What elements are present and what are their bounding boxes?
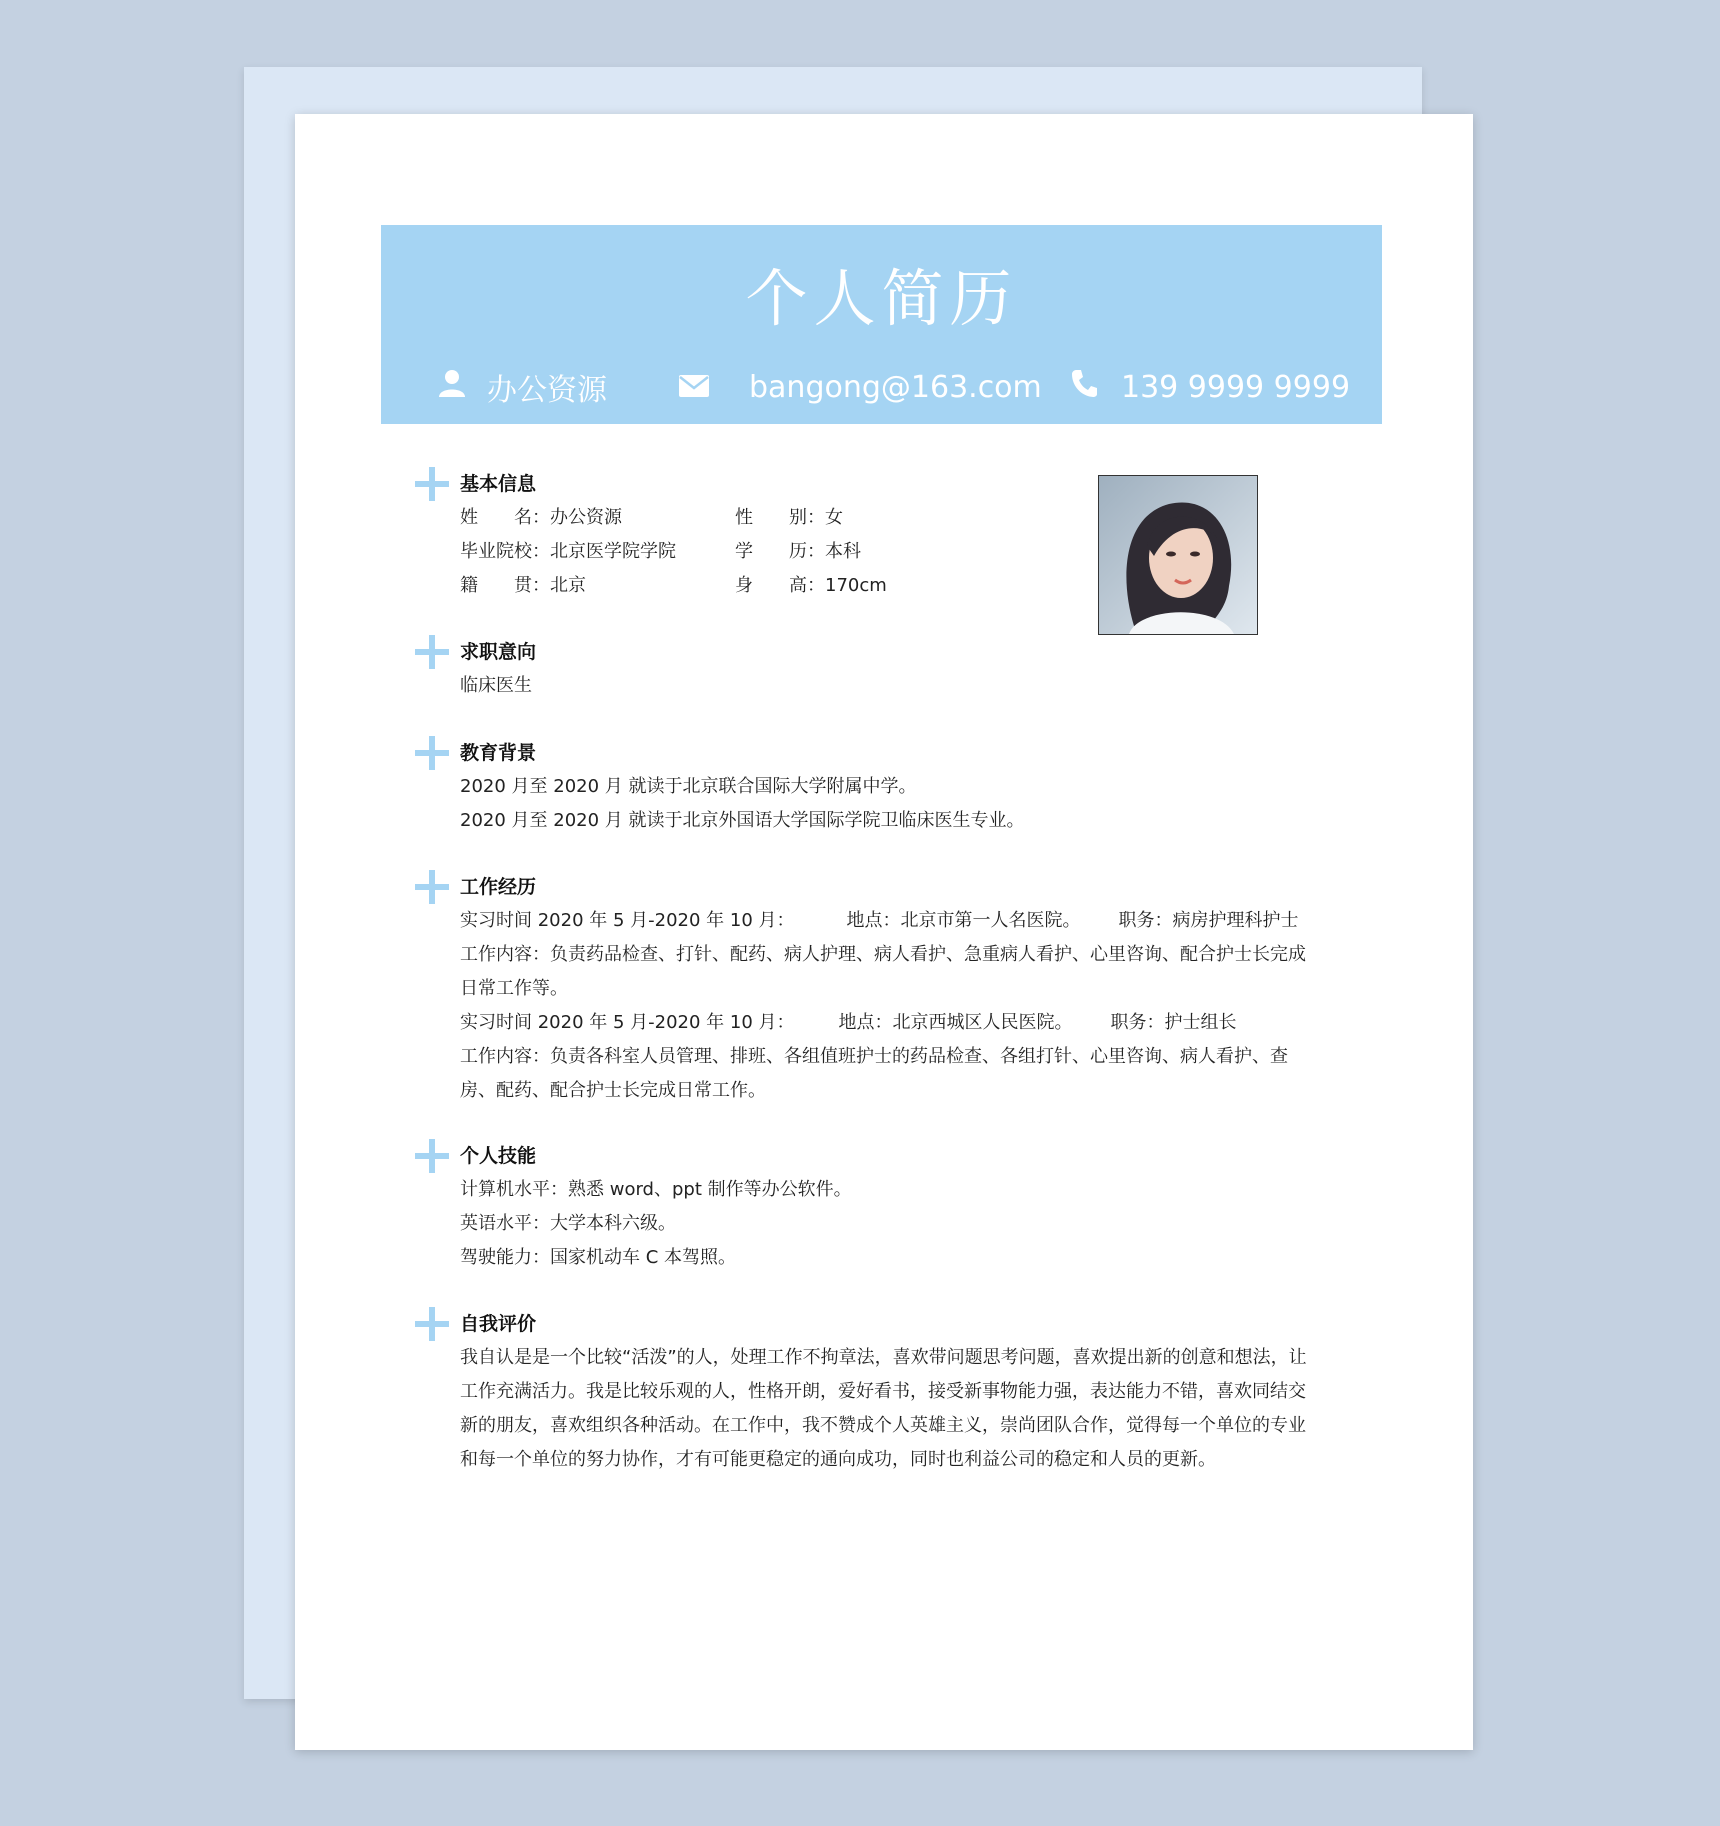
plus-icon (415, 870, 449, 904)
job-role: 职务：护士组长 (1110, 1012, 1237, 1033)
skill-item: 英语水平：大学本科六级。 (460, 1213, 676, 1234)
section-title: 基本信息 (460, 473, 537, 495)
info-value: 170cm (825, 575, 887, 596)
info-pair (735, 535, 861, 569)
phone-text[interactable]: 139 9999 9999 (1121, 369, 1351, 405)
resume-title: 个人简历 (745, 262, 1018, 335)
plus-icon (415, 467, 449, 501)
job-header (460, 1006, 1315, 1040)
info-pair (735, 569, 887, 603)
user-icon (439, 369, 465, 405)
info-label: 籍 贯： (460, 575, 550, 596)
section-objective (415, 635, 1315, 703)
contact-email (679, 367, 1042, 407)
section-header (415, 635, 1315, 669)
plus-icon (415, 1307, 449, 1341)
info-value: 办公资源 (550, 507, 622, 528)
section-title: 工作经历 (460, 876, 537, 898)
mail-icon (679, 370, 709, 405)
job-content: 工作内容：负责各科室人员管理、排班、各组值班护士的药品检查、各组打针、心里咨询、病人看护、查房、配药、配合护士长完成日常工作。 (460, 1046, 1288, 1101)
section-title: 自我评价 (460, 1313, 537, 1335)
education-item: 2020 月至 2020 月 就读于北京外国语大学国际学院卫临床医生专业。 (460, 810, 1025, 831)
job-time: 实习时间 2020 年 5 月-2020 年 10 月： (460, 910, 795, 931)
section-title: 教育背景 (460, 742, 537, 764)
info-label: 毕业院校： (460, 541, 550, 562)
job-place: 地点：北京市第一人名医院。 (846, 910, 1081, 931)
phone-icon (1071, 369, 1097, 405)
info-pair (735, 501, 843, 535)
skill-item: 驾驶能力：国家机动车 C 本驾照。 (460, 1247, 737, 1268)
info-label: 姓 名： (460, 507, 550, 528)
plus-icon (415, 736, 449, 770)
resume-header (381, 225, 1382, 424)
name-text: 办公资源 (487, 373, 607, 408)
section-title: 求职意向 (460, 641, 537, 663)
job-header (460, 904, 1315, 938)
plus-icon (415, 1139, 449, 1173)
objective-value: 临床医生 (460, 675, 532, 696)
job-role: 职务：病房护理科护士 (1118, 910, 1299, 931)
info-label: 学 历： (735, 541, 825, 562)
section-header (415, 870, 1315, 904)
section-title: 个人技能 (460, 1145, 537, 1167)
section-skills (415, 1139, 1315, 1275)
info-value: 北京医学院学院 (550, 541, 676, 562)
section-header (415, 1307, 1315, 1341)
info-label: 性 别： (735, 507, 825, 528)
self-evaluation-text: 我自认是是一个比较“活泼”的人，处理工作不拘章法，喜欢带问题思考问题，喜欢提出新的创意和想法，让工作充满活力。我是比较乐观的人，性格开朗，爱好看书，接受新事物能力强，表达能力不错，喜欢同结交新的朋友，喜欢组织各种活动。在工作中，我不赞成个人英雄主义，崇尚团队合作，觉得每一个单位的专业和每一个单位的努力协作，才有可能更稳定的通向成功，同时也利益公司的稳定和人员的更新。 (460, 1347, 1307, 1470)
email-text[interactable]: bangong@163.com (749, 369, 1042, 405)
contact-phone (1071, 367, 1350, 407)
resume-page (295, 114, 1473, 1750)
info-label: 身 高： (735, 575, 825, 596)
info-value: 女 (825, 507, 843, 528)
plus-icon (415, 635, 449, 669)
job-time: 实习时间 2020 年 5 月-2020 年 10 月： (460, 1012, 795, 1033)
education-item: 2020 月至 2020 月 就读于北京联合国际大学附属中学。 (460, 776, 917, 797)
section-self-evaluation (415, 1307, 1315, 1477)
section-header (415, 1139, 1315, 1173)
contact-name (439, 367, 607, 407)
info-value: 本科 (825, 541, 861, 562)
info-value: 北京 (550, 575, 586, 596)
section-header (415, 736, 1315, 770)
skill-item: 计算机水平：熟悉 word、ppt 制作等办公软件。 (460, 1179, 852, 1200)
job-place: 地点：北京西城区人民医院。 (838, 1012, 1073, 1033)
section-education (415, 736, 1315, 838)
job-content: 工作内容：负责药品检查、打针、配药、病人护理、病人看护、急重病人看护、心里咨询、配合护士长完成日常工作等。 (460, 944, 1306, 999)
section-work (415, 870, 1315, 1108)
profile-photo (1098, 475, 1258, 635)
